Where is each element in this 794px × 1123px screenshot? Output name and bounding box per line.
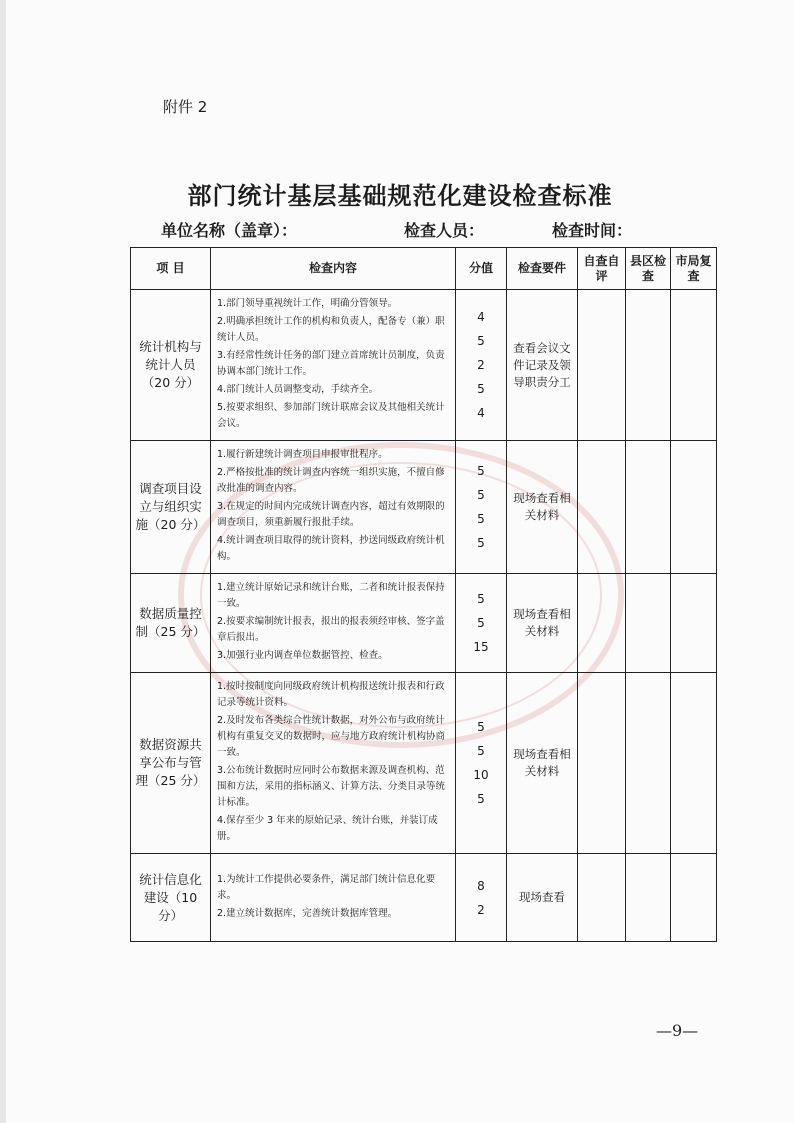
- header-requirement: 检查要件: [507, 248, 578, 290]
- score-value: 5: [477, 334, 485, 348]
- content-item: 1.为统计工作提供必要条件，满足部门统计信息化要求。: [217, 873, 436, 901]
- content-item: 3.在规定的时间内完成统计调查内容，超过有效期限的调查项目，须重新履行报批手续。: [217, 501, 445, 528]
- score-value: 5: [477, 512, 485, 526]
- score-value: 5: [477, 744, 485, 758]
- score-value: 5: [477, 382, 485, 396]
- unit-name-label: 单位名称（盖章）：: [161, 221, 298, 240]
- content-item: 3.加强行业内调查单位数据管控、检查。: [217, 650, 388, 661]
- content-item: 4.保存至少 3 年来的原始记录、统计台账，并装订成册。: [217, 815, 438, 842]
- county-check-cell[interactable]: [626, 574, 671, 673]
- self-check-cell[interactable]: [578, 441, 626, 574]
- row-scores: [456, 673, 507, 854]
- content-item: 1.按时按制度向同级政府统计机构报送统计报表和行政记录等统计资料。: [217, 681, 445, 708]
- content-item: 4.部门统计人员调整变动，手续齐全。: [217, 384, 379, 395]
- row-project: 统计机构与统计人员（20 分）: [131, 290, 211, 441]
- self-check-cell[interactable]: [578, 290, 626, 441]
- content-item: 5.按要求组织、参加部门统计联席会议及其他相关统计会议。: [217, 402, 445, 429]
- table-row: [131, 854, 717, 942]
- inspection-standard-table: [130, 247, 717, 942]
- self-check-cell[interactable]: [578, 574, 626, 673]
- row-scores: [456, 441, 507, 574]
- content-item: 1.履行新建统计调查项目申报审批程序。: [217, 449, 388, 460]
- content-item: 1.建立统计原始记录和统计台账，二者和统计报表保持一致。: [217, 582, 445, 609]
- score-value: 5: [477, 464, 485, 478]
- header-content: 检查内容: [211, 248, 456, 290]
- row-content: [211, 854, 456, 942]
- header-score: 分值: [456, 248, 507, 290]
- table-row: [131, 441, 717, 574]
- score-value: 4: [477, 310, 485, 324]
- page-number: —9—: [656, 1021, 699, 1040]
- score-value: 5: [477, 592, 485, 606]
- score-value: 5: [477, 616, 485, 630]
- content-item: 2.及时发布各类综合性统计数据，对外公布与政府统计机构有重复交叉的数据时，应与地方政府统计机构协商一致。: [217, 715, 446, 758]
- header-self-check: 自查自评: [578, 248, 626, 290]
- score-value: 8: [477, 878, 485, 893]
- content-item: 3.有经常性统计任务的部门建立首席统计员制度，负责协调本部门统计工作。: [217, 350, 445, 377]
- row-scores: [456, 290, 507, 441]
- content-item: 2.明确承担统计工作的机构和负责人，配备专（兼）职统计人员。: [217, 316, 445, 343]
- score-value: 2: [477, 902, 485, 917]
- county-check-cell[interactable]: [626, 854, 671, 942]
- content-item: 2.严格按批准的统计调查内容统一组织实施，不擅自修改批准的调查内容。: [217, 467, 445, 494]
- row-requirement: 现场查看相关材料: [507, 574, 578, 673]
- row-content: [211, 673, 456, 854]
- row-scores: [456, 574, 507, 673]
- row-project: 统计信息化建设（10 分）: [131, 854, 211, 942]
- content-item: 1.部门领导重视统计工作，明确分管领导。: [217, 298, 398, 309]
- attachment-label: 附件 2: [163, 98, 208, 116]
- row-requirement: 现场查看: [507, 854, 578, 942]
- table-row: [131, 574, 717, 673]
- score-value: 5: [477, 536, 485, 550]
- self-check-cell[interactable]: [578, 854, 626, 942]
- city-review-cell[interactable]: [671, 673, 717, 854]
- header-city-review: 市局复查: [671, 248, 717, 290]
- content-item: 4.统计调查项目取得的统计资料，抄送同级政府统计机构。: [217, 535, 445, 562]
- row-content: [211, 290, 456, 441]
- table-row: [131, 673, 717, 854]
- inspection-time-label: 检查时间：: [552, 221, 633, 240]
- city-review-cell[interactable]: [671, 441, 717, 574]
- row-requirement: 现场查看相关材料: [507, 441, 578, 574]
- content-item: 3.公布统计数据时应同时公布数据来源及调查机构、范围和方法，采用的指标涵义、计算方法、分类目录等统计标准。: [217, 765, 446, 808]
- header-county-check: 县区检查: [626, 248, 671, 290]
- self-check-cell[interactable]: [578, 673, 626, 854]
- content-item: 2.按要求编制统计报表，报出的报表须经审核、签字盖章后报出。: [217, 616, 445, 643]
- table-header-row: [131, 248, 717, 290]
- score-value: 5: [477, 488, 485, 502]
- county-check-cell[interactable]: [626, 673, 671, 854]
- row-requirement: 查看会议文件记录及领导职责分工: [507, 290, 578, 441]
- city-review-cell[interactable]: [671, 290, 717, 441]
- city-review-cell[interactable]: [671, 574, 717, 673]
- table-row: [131, 290, 717, 441]
- score-value: 15: [473, 640, 489, 654]
- row-content: [211, 441, 456, 574]
- score-value: 5: [477, 720, 485, 734]
- inspector-label: 检查人员：: [404, 221, 485, 240]
- row-project: 调查项目设立与组织实施（20 分）: [131, 441, 211, 574]
- city-review-cell[interactable]: [671, 854, 717, 942]
- header-project: 项 目: [131, 248, 211, 290]
- row-project: 数据质量控制（25 分）: [131, 574, 211, 673]
- row-scores: [456, 854, 507, 942]
- score-value: 10: [473, 768, 489, 782]
- row-project: 数据资源共享公布与管理（25 分）: [131, 673, 211, 854]
- score-value: 4: [477, 406, 485, 420]
- score-value: 2: [477, 358, 485, 372]
- document-title: 部门统计基层基础规范化建设检查标准: [187, 182, 613, 210]
- county-check-cell[interactable]: [626, 441, 671, 574]
- row-requirement: 现场查看相关材料: [507, 673, 578, 854]
- row-content: [211, 574, 456, 673]
- county-check-cell[interactable]: [626, 290, 671, 441]
- content-item: 2.建立统计数据库，完善统计数据库管理。: [217, 907, 398, 919]
- score-value: 5: [477, 792, 485, 806]
